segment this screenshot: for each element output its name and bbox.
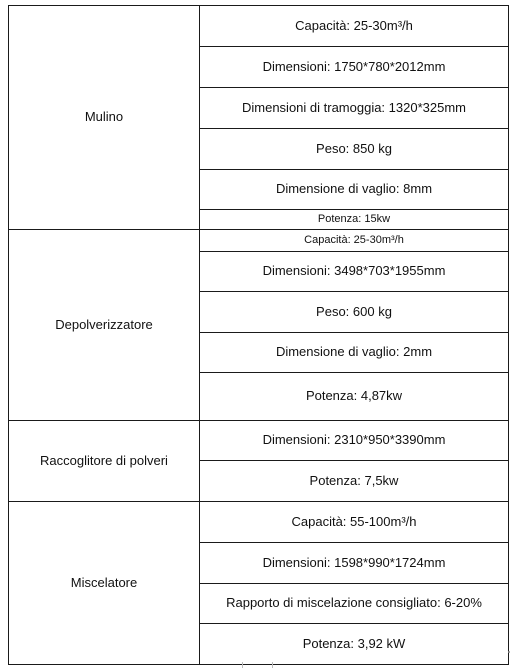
spec-cell: Potenza: 3,92 kW [200, 624, 509, 665]
machine-name-cell: Raccoglitore di polveri [9, 421, 200, 502]
table-row [9, 6, 509, 47]
spec-cell: Capacità: 55-100m³/h [200, 502, 509, 543]
specifications-table [8, 5, 509, 665]
table-row [9, 502, 509, 543]
spec-cell: Dimensioni: 1598*990*1724mm [200, 543, 509, 584]
table-row [9, 230, 509, 252]
spec-cell: Rapporto di miscelazione consigliato: 6-20% [200, 584, 509, 624]
spec-cell: Peso: 850 kg [200, 129, 509, 170]
spec-cell: Capacità: 25-30m³/h [200, 230, 509, 252]
machine-name-cell: Mulino [9, 6, 200, 230]
page-corner-mark [507, 650, 511, 654]
spec-cell: Dimensione di vaglio: 8mm [200, 170, 509, 210]
spec-cell: Dimensioni: 3498*703*1955mm [200, 252, 509, 292]
spec-cell: Capacità: 25-30m³/h [200, 6, 509, 47]
spec-cell: Dimensioni di tramoggia: 1320*325mm [200, 88, 509, 129]
spec-cell: Dimensioni: 1750*780*2012mm [200, 47, 509, 88]
page-divider-mark [242, 662, 243, 668]
page-divider-mark [272, 662, 273, 668]
spec-cell: Dimensione di vaglio: 2mm [200, 333, 509, 373]
table-row [9, 421, 509, 461]
spec-cell: Dimensioni: 2310*950*3390mm [200, 421, 509, 461]
spec-cell: Potenza: 7,5kw [200, 461, 509, 502]
spec-cell: Peso: 600 kg [200, 292, 509, 333]
machine-name-cell: Miscelatore [9, 502, 200, 665]
machine-name-cell: Depolverizzatore [9, 230, 200, 421]
spec-cell: Potenza: 4,87kw [200, 373, 509, 421]
spec-cell: Potenza: 15kw [200, 210, 509, 230]
